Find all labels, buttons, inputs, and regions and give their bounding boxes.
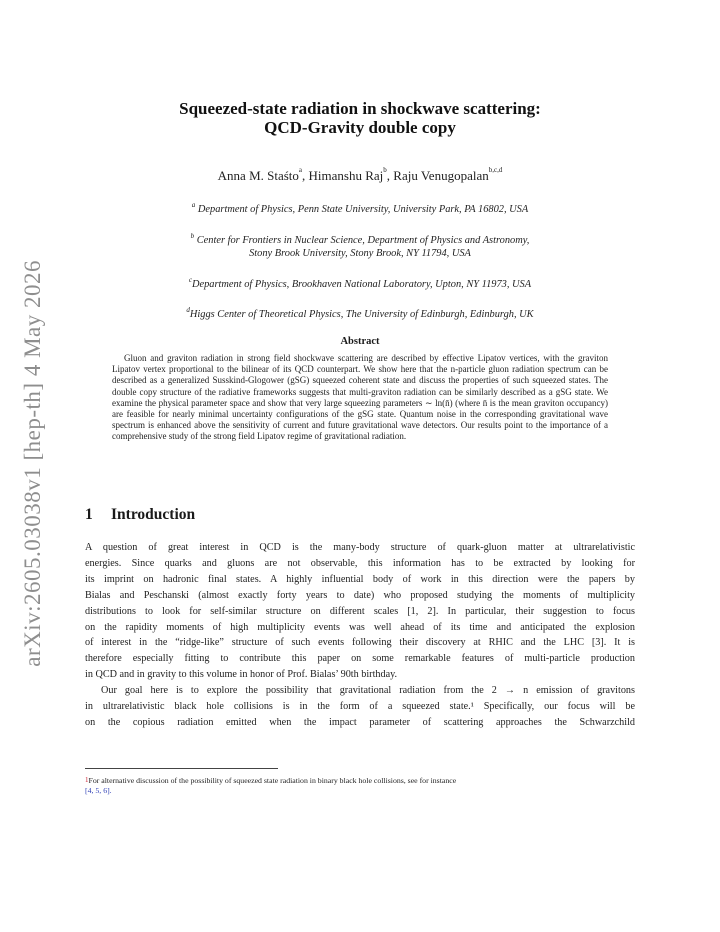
abstract-text: Gluon and graviton radiation in strong field shockwave scattering are described by effective Lipatov vertices, with the graviton Lipatov vertex proportional to the bilinear of its QCD counterpart. We show here that the n-particle gluon radiation spectrum can be described as a generalized Susskind-Glogower (gSG) squeezed coherent state and discuss the properties of such squeezed states. The double copy structure of the radiative frameworks suggests that multi-graviton radiation can be similarly described as a gSG state. We examine the physical parameter space and show that very large squeezing parameters ∼ ln(n̄) (where n̄ is the mean graviton occupancy) are feasible for nearly minimal uncertainty configurations of the gSG state. Quantum noise in the corresponding gravitational wave spectrum is enhanced above the sensitivity of current and future gravitational wave detectors. Our results point to the importance of a comprehensive study of the strong field Lipatov regime of gravitational radiation. [112,353,608,442]
title-line-1: Squeezed-state radiation in shockwave scattering: [179,99,541,118]
author-2-sup: b [383,166,387,174]
paragraph-1-line: of interest in the “ridge-like” structure of such events following their discovery at RHIC and the LHC [3]. It is [85,637,635,649]
paragraph-1-line: its imprint on hadronic final states. A highly influential body of work in this direction were the papers by [85,573,635,585]
paragraph-2-line: on the copious radiation emitted when the impact parameter of scattering approaches the Schwarzchild [85,716,635,728]
affiliation-b-mark: b [190,232,195,240]
affiliation-c [100,278,620,291]
affiliation-c-line-1: Department of Physics, Brookhaven National Laboratory, Upton, NY 11973, USA [191,279,532,290]
affiliation-a-line-1: Department of Physics, Penn State University, University Park, PA 16802, USA [197,204,529,215]
paragraph-2-line: in ultrarelativistic black hole collisions is in the form of a squeezed state.¹ Specifically, our focus will be [85,700,635,712]
affiliation-a-mark: a [191,201,196,209]
paragraph-1-line: in QCD and in gravity to this volume in honor of Prof. Bialas’ 90th birthday. [85,669,398,681]
title-line-2: QCD-Gravity double copy [264,118,456,137]
paragraph-1-line: distributions to look for self-similar structure on different scales [1, 2]. In particular, their suggestion to focus [85,605,635,617]
affiliation-d-mark: d [186,306,190,314]
author-3-sup: b,c,d [488,166,503,174]
author-3: Raju Venugopalan [393,168,489,183]
abstract-heading: Abstract [340,336,380,347]
footnote [85,776,635,796]
author-list: Anna M. Staśto$^a$, Himanshu Raj$^b$, Raju Venugopalan$^{b,c,d}$ [217,166,503,183]
affiliation-a [100,203,620,216]
affiliation-d-line-1: Higgs Center of Theoretical Physics, The University of Edinburgh, Edinburgh, UK [189,309,534,320]
section-title: Introduction [111,506,196,523]
author-1: Anna M. Staśto [217,168,299,183]
footnote-rule [85,768,278,769]
author-2: Himanshu Raj [308,168,384,183]
affiliation-c-mark: c [188,276,192,284]
footnote-line-1: For alternative discussion of the possibility of squeezed state radiation in binary black hole collisions, see for instance [88,776,457,785]
section-heading [85,506,195,524]
paragraph-1-line: A question of great interest in QCD is the many-body structure of quark-gluon matter at ultrarelativistic [85,542,635,553]
affiliation-b-line-2: Stony Brook University, Stony Brook, NY 11794, USA [249,248,471,259]
affiliation-b [100,234,620,260]
paragraph-1 [85,540,635,683]
paragraph-1-line: Bialas and Peschanski (almost exactly forty years to date) who proposed studying the moments of multiplicity [85,589,635,601]
paragraph-1-line: therefore especially fitting to contribute this paper on some remarkable features of multi-particle production [85,653,635,665]
paragraph-1-line: on the rapidity moments of high multiplicity events was well ahead of its time and anticipated the explosion [85,621,635,633]
arxiv-stamp: arXiv:2605.03038v1 [hep-th] 4 May 2026 [20,260,45,667]
affiliation-b-line-1: Center for Frontiers in Nuclear Science, Department of Physics and Astronomy, [196,235,530,246]
paragraph-1-line: energies. Since quarks and gluons are not observable, this information has to be extracted by looking for [85,557,635,569]
paragraph-2 [85,683,635,731]
footnote-line-2[interactable]: [4, 5, 6]. [85,786,112,795]
section-number: 1 [85,506,93,523]
footnote-mark: 1 [85,776,89,784]
affiliation-d [100,308,620,321]
paper-title [80,99,640,137]
author-1-sup: a [298,166,303,174]
paragraph-2-line: Our goal here is to explore the possibility that gravitational radiation from the 2 → n emission of gravitons [101,685,635,696]
